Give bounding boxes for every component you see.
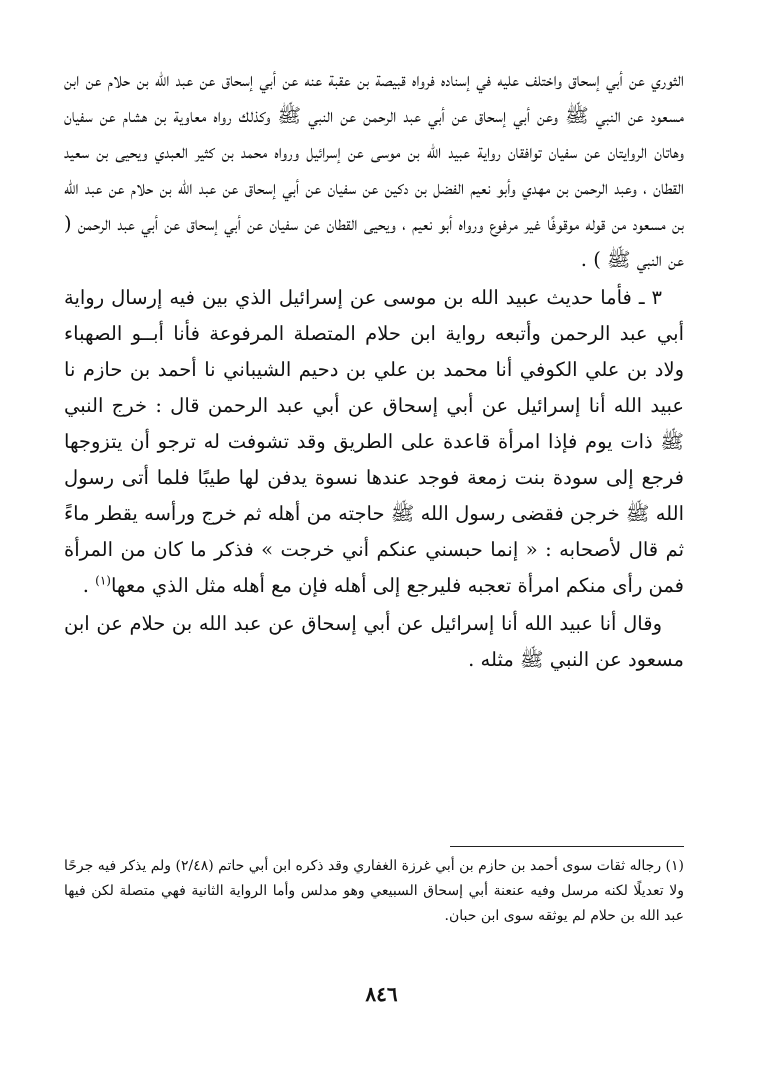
paragraph-2-text: ٣ ـ فأما حديث عبيد الله بن موسى عن إسرائيل الذي بين فيه إرسال رواية أبي عبد الرحمن وأتبعه رواية ابن حلام المتصلة المرفوعة فأنا أبــو الصهباء ولاد بن علي الكوفي أنا محمد بن علي بن دحيم الشيباني نا أحمد بن حازم نا عبيد الله أنا إسرائيل عن أبي إسحاق عن أبي عبد الرحمن قال : خرج النبي ﷺ ذات يوم فإذا امرأة قاعدة على الطريق وقد تشوفت له ترجو أن يتزوجها فرجع إلى سودة بنت زمعة فوجد عندها نسوة يدفن لها طيبًا فلما أتى رسول الله ﷺ خرجن فقضى رسول الله ﷺ حاجته من أهله ثم خرج ورأسه يقطر ماءً ثم قال لأصحابه : « إنما حبسني عنكم أني خرجت » فذكر ما كان من المرأة فمن رأى منكم امرأة تعجبه فليرجع إلى أهله فإن مع أهله مثل الذي معها [64,286,684,597]
main-text [64,62,684,678]
footnote: (١) رجاله ثقات سوى أحمد بن حازم بن أبي غرزة الغفاري وقد ذكره ابن أبي حاتم (٢/٤٨) ولم يذكر فيه جرحًا ولا تعديلًا لكنه مرسل وفيه عنعنة أبي إسحاق السبيعي وهو مدلس وأما الرواية الثانية فهي متصلة لكن فيها عبد الله بن حلام لم يوثقه سوى ابن حبان. [64,858,684,924]
paragraph-2 [64,280,684,604]
paragraph-2-end: . [82,574,96,597]
paragraph-1: الثوري عن أبي إسحاق واختلف عليه في إسناده فرواه قبيصة بن عقبة عنه عن أبي إسحاق عن عبد الله بن حلام عن ابن مسعود عن النبي ﷺ وعن أبي إسحاق عن أبي عبد الرحمن عن النبي ﷺ وكذلك رواه معاوية بن هشام عن سفيان وهاتان الروايتان عن سفيان توافقان رواية عبيد الله بن موسى عن إسرائيل ورواه محمد بن كثير العبدي ويحيى بن سعيد القطان ، وعبد الرحمن بن مهدي وأبو نعيم الفضل بن دكين عن سفيان عن أبي إسحاق عن عبد الله بن حلام عن عبد الله بن مسعود من قوله موقوفًا غير مرفوع ورواه أبو نعيم ، ويحيى القطان عن سفيان عن أبي إسحاق عن أبي عبد الرحمن ( عن النبي ﷺ ) . [64,68,684,271]
paragraph-3: وقال أنا عبيد الله أنا إسرائيل عن أبي إسحاق عن عبد الله بن حلام عن ابن مسعود عن النبي ﷺ مثله . [64,612,684,671]
footnote-separator [450,846,684,847]
footnote-reference: (١) [95,573,111,588]
page-number: ٨٤٦ [365,982,398,1006]
